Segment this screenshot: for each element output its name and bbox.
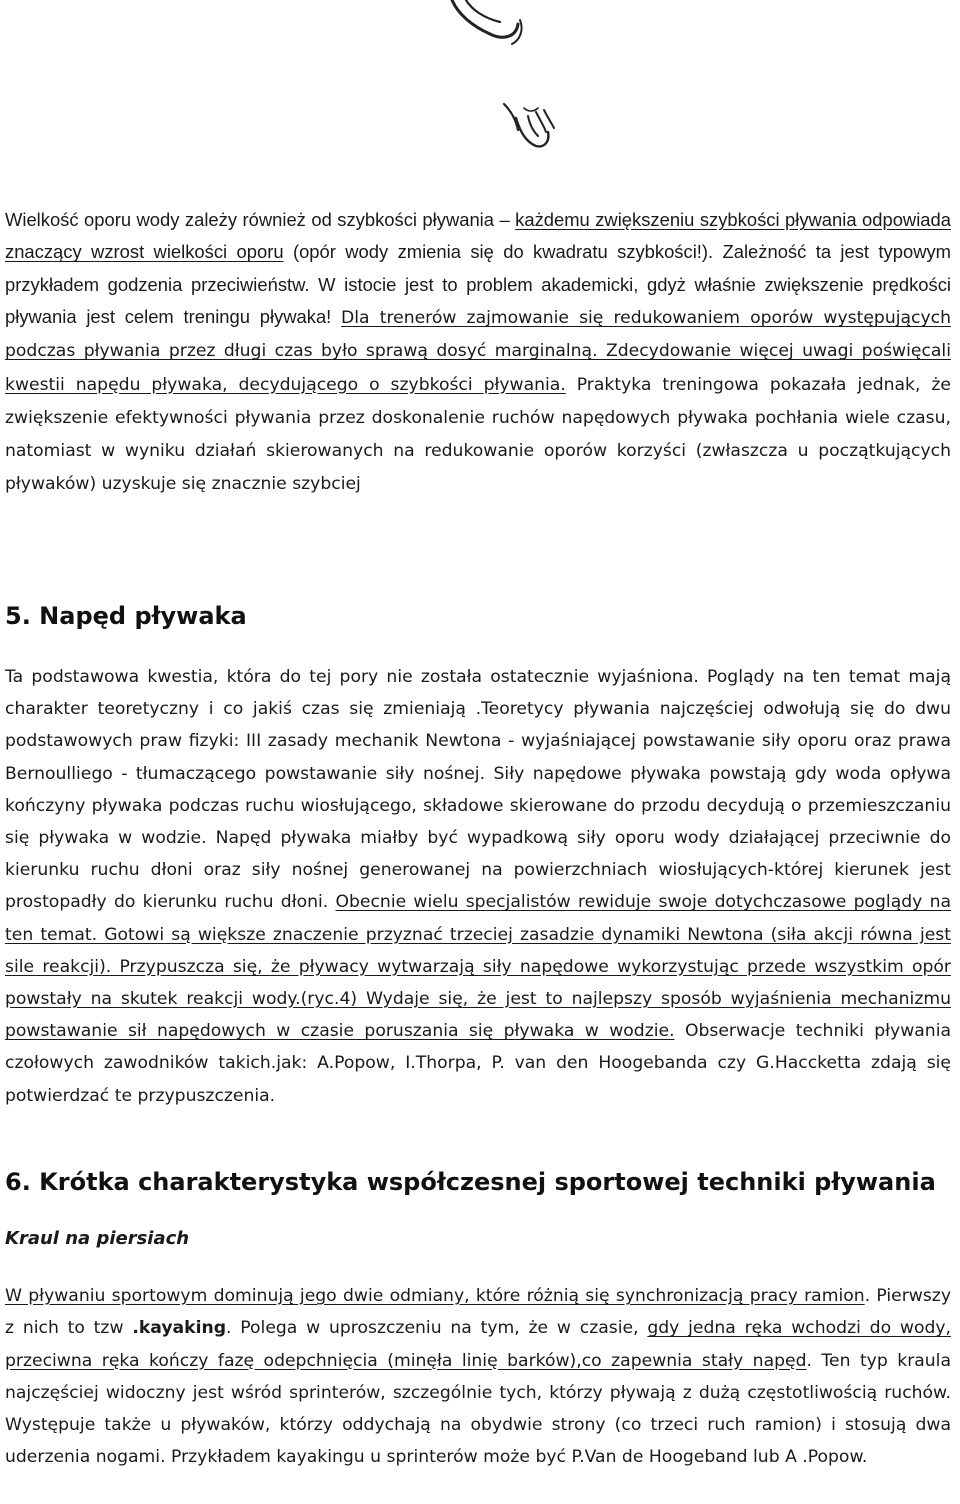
p1-underlined-2: Dla trenerów zajmowanie się redukowaniem oporów występujących podczas pływania przez długi czas było sprawą dosyć marginalną. Zdecydowanie więcej uwagi poświęcali kwestii napędu pływaka, decydującego o szybkości pływania. (5, 308, 951, 395)
subheading-front-crawl: Kraul na piersiach (5, 1228, 190, 1249)
paragraph-front-crawl (5, 1280, 951, 1474)
p1-underlined-1: każdemu zwiększeniu szybkości pływania odpowiada znaczący wzrost wielkości oporu (5, 209, 951, 263)
p1-text-3: Praktyka treningowa pokazała jednak, że zwiększenie efektywności pływania przez doskonalenie ruchów napędowych pływaka pochłania wiele czasu, natomiast w wyniku działań skierowanych na redukowanie oporów korzyści (zwłaszcza u początkujących pływaków) uzyskuje się znacznie szybciej (5, 374, 951, 495)
paragraph-water-resistance (5, 204, 951, 500)
heading-section-6: 6. Krótka charakterystyka współczesnej sportowej techniki pływania (5, 1168, 936, 1196)
s6-text-3: . Ten typ kraula najczęściej widoczny jest wśród sprinterów, szczególnie tych, którzy pływają z dużą częstotliwością ruchów. Występuje także u pływaków, którzy oddychają na obydwie strony (co trzeci ruch ramion) i stosują dwa uderzenia nogami. Przykładem kayakingu u sprinterów może być P.Van de Hoogeband lub A .Popow. (5, 1350, 951, 1468)
s6-bold-kayaking: .kayaking (132, 1318, 227, 1339)
s5-text-2: Obserwacje techniki pływania czołowych zawodników takich.jak: A.Popow, I.Thorpa, P. van den Hoogebanda czy G.Haccketta zdają się potwierdzać te przypuszczenia. (5, 1021, 951, 1106)
s6-underlined-1: W pływaniu sportowym dominują jego dwie odmiany, które różnią się synchronizacją pracy ramion (5, 1286, 865, 1306)
s6-underlined-2: gdy jedna ręka wchodzi do wody, przeciwna ręka kończy fazę odepchnięcia (minęła linię barków),co zapewnia stały napęd (5, 1318, 952, 1371)
s5-underlined-1: Obecnie wielu specjalistów rewiduje swoje dotychczasowe poglądy na ten temat. Gotowi są większe znaczenie przyznać trzeciej zasadzie dynamiki Newtona (siła akcji równa jest sile reakcji). Przypuszcza się, że pływacy wytwarzają siły napędowe wykorzystując przede wszystkim opór powstały na skutek reakcji wody.(ryc.4) Wydaje się, że jest to najlepszy sposób wyjaśnienia mechanizmu powstawanie sił napędowych w czasie poruszania się pływaka w wodzie. (5, 892, 951, 1042)
s5-text-1: Ta podstawowa kwestia, która do tej pory nie została ostatecznie wyjaśniona. Poglądy na ten temat mają charakter teoretyczny i co jakiś czas się zmieniają .Teoretycy pływania najczęściej odwołują się do dwu podstawowych praw fizyki: III zasady mechanik Newtona - wyjaśniającej powstawanie siły oporu oraz prawa Bernoulliego - tłumaczącego powstawanie siły nośnej. Siły napędowe pływaka powstają gdy woda opływa kończyny pływaka podczas ruchu wiosłującego, składowe skierowane do przodu decydują o przemieszczaniu się pływaka w wodzie. Napęd pływaka miałby być wypadkową siły oporu wody działającej przeciwnie do kierunku ruchu dłoni oraz siły nośnej generowanej na powierzchniach wiosłujących-której kierunek jest prostopadły do kierunku ruchu dłoni. (5, 667, 951, 913)
paragraph-swimmer-propulsion (5, 661, 951, 1112)
s6-text-1: . Pierwszy z nich to tzw (5, 1286, 951, 1339)
p1-text-2: (opór wody zmienia się do kwadratu szybkości!). Zależność ta jest typowym przykładem godzenia przeciwieństw. W istocie jest to problem akademicki, gdyż właśnie zwiększenie prędkości pływania jest celem treningu pływaka! (5, 241, 951, 328)
s6-text-2: . Polega w uproszczeniu na tym, że w czasie, (226, 1318, 648, 1339)
p1-text-1: Wielkość oporu wody zależy również od szybkości pływania – (5, 209, 516, 230)
heading-section-5: 5. Napęd pływaka (5, 602, 247, 630)
swimmer-hand-illustration (420, 0, 590, 160)
